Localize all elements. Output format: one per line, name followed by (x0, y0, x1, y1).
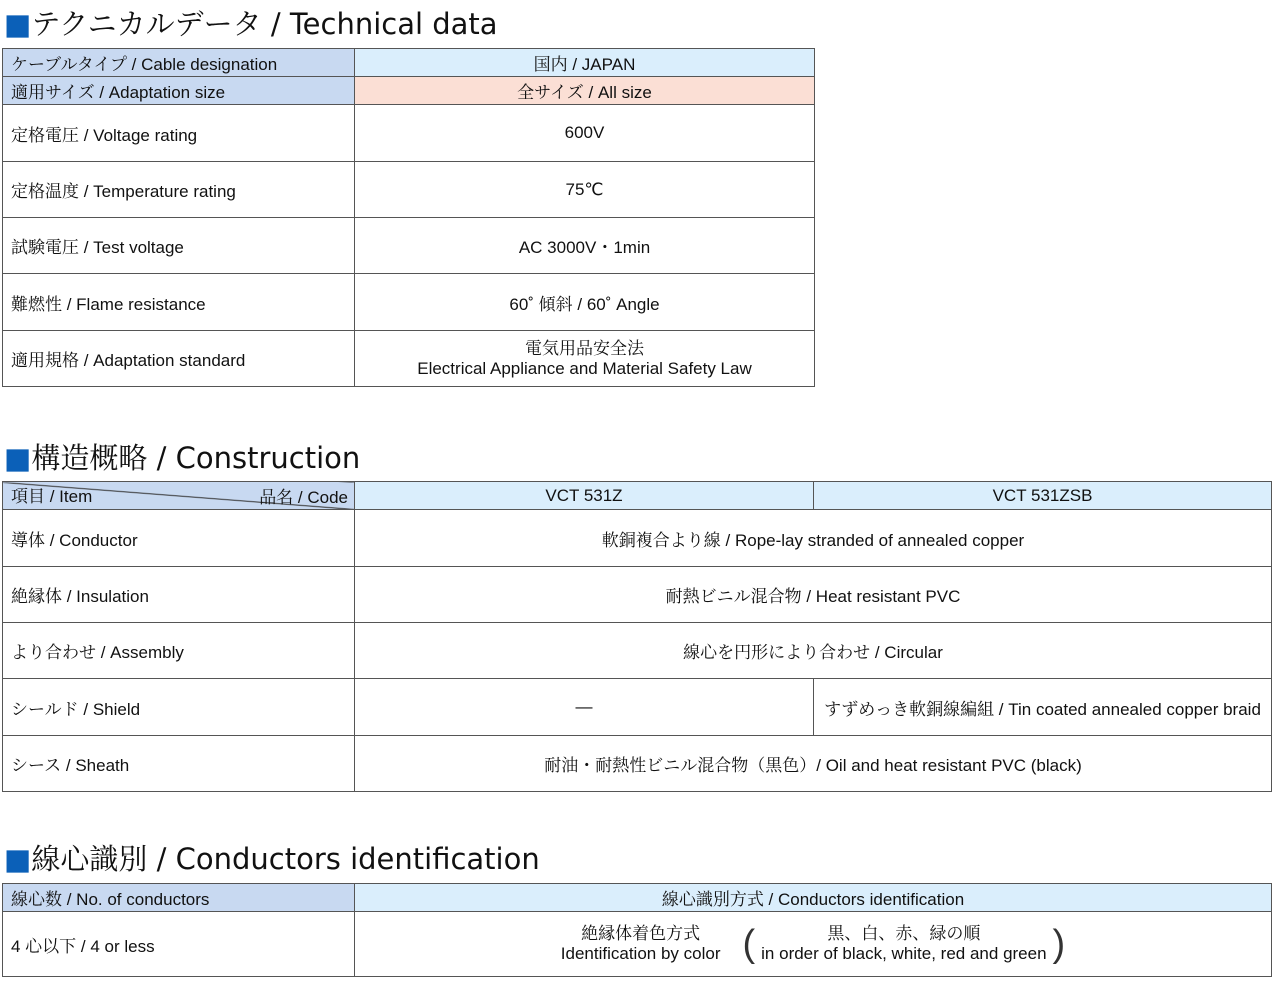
insulation-label: 絶縁体 / Insulation (3, 567, 355, 623)
voltage-rating-value: 600V (355, 105, 815, 162)
test-voltage-label: 試験電圧 / Test voltage (3, 218, 355, 274)
cable-designation-label: ケーブルタイプ / Cable designation (3, 49, 355, 77)
standard-jp: 電気用品安全法 (525, 338, 644, 358)
conductor-label: 導体 / Conductor (3, 510, 355, 567)
section-marker-icon: ■ (4, 441, 32, 475)
construction-table (2, 481, 1272, 792)
identification-method-header: 線心識別方式 / Conductors identification (355, 884, 1272, 912)
shield-value-vct531z: — (355, 679, 814, 736)
table-row (3, 884, 1272, 912)
voltage-rating-label: 定格電圧 / Voltage rating (3, 105, 355, 162)
test-voltage-value: AC 3000V・1min (355, 218, 815, 274)
identification-value (355, 912, 1272, 977)
assembly-label: より合わせ / Assembly (3, 623, 355, 679)
adaptation-size-value: 全サイズ / All size (355, 77, 815, 105)
table-row (3, 482, 1272, 510)
construction-title: ■構造概略 / Construction (4, 441, 361, 475)
section-marker-icon: ■ (4, 7, 32, 41)
table-row (3, 736, 1272, 792)
adaptation-size-label: 適用サイズ / Adaptation size (3, 77, 355, 105)
adaptation-standard-value (355, 331, 815, 387)
table-row (3, 623, 1272, 679)
four-or-less-label: 4 心以下 / 4 or less (3, 912, 355, 977)
standard-en: Electrical Appliance and Material Safety Law (417, 358, 752, 378)
assembly-value: 線心を円形により合わせ / Circular (355, 623, 1272, 679)
conductor-value: 軟銅複合より線 / Rope-lay stranded of annealed copper (355, 510, 1272, 567)
sheath-label: シース / Sheath (3, 736, 355, 792)
sheath-value: 耐油・耐熱性ビニル混合物（黒色）/ Oil and heat resistant PVC (black) (355, 736, 1272, 792)
method-en: Identification by color (560, 944, 721, 963)
shield-label: シールド / Shield (3, 679, 355, 736)
shield-value-vct531zsb: すずめっき軟銅線編組 / Tin coated annealed copper braid (814, 679, 1272, 736)
cable-designation-value: 国内 / JAPAN (355, 49, 815, 77)
method-jp: 絶縁体着色方式 (581, 924, 701, 943)
adaptation-standard-label: 適用規格 / Adaptation standard (3, 331, 355, 387)
code-header: 品名 / Code (259, 488, 348, 507)
open-paren: ( (742, 923, 756, 965)
technical-data-table (2, 48, 815, 387)
identification-method (561, 924, 721, 964)
identification-title: ■線心識別 / Conductors identification (4, 842, 540, 876)
item-code-header (3, 482, 355, 510)
technical-data-title: ■テクニカルデータ / Technical data (4, 7, 498, 41)
color-order (761, 924, 1046, 964)
table-row (3, 77, 815, 105)
vct531z-header: VCT 531Z (355, 482, 814, 510)
table-row (3, 105, 815, 162)
table-row (3, 162, 815, 218)
temperature-rating-label: 定格温度 / Temperature rating (3, 162, 355, 218)
conductors-count-header: 線心数 / No. of conductors (3, 884, 355, 912)
table-row (3, 510, 1272, 567)
vct531zsb-header: VCT 531ZSB (814, 482, 1272, 510)
table-row (3, 912, 1272, 977)
table-row (3, 331, 815, 387)
order-jp: 黒、白、赤、緑の順 (827, 924, 981, 943)
item-header: 項目 / Item (11, 487, 93, 506)
section-marker-icon: ■ (4, 842, 32, 876)
insulation-value: 耐熱ビニル混合物 / Heat resistant PVC (355, 567, 1272, 623)
flame-resistance-label: 難燃性 / Flame resistance (3, 274, 355, 331)
temperature-rating-value: 75℃ (355, 162, 815, 218)
table-row (3, 679, 1272, 736)
flame-resistance-value: 60˚ 傾斜 / 60˚ Angle (355, 274, 815, 331)
table-row (3, 274, 815, 331)
table-row (3, 218, 815, 274)
close-paren: ) (1052, 923, 1066, 965)
identification-table (2, 883, 1272, 977)
order-en: in order of black, white, red and green (761, 944, 1047, 963)
table-row (3, 567, 1272, 623)
table-row (3, 49, 815, 77)
